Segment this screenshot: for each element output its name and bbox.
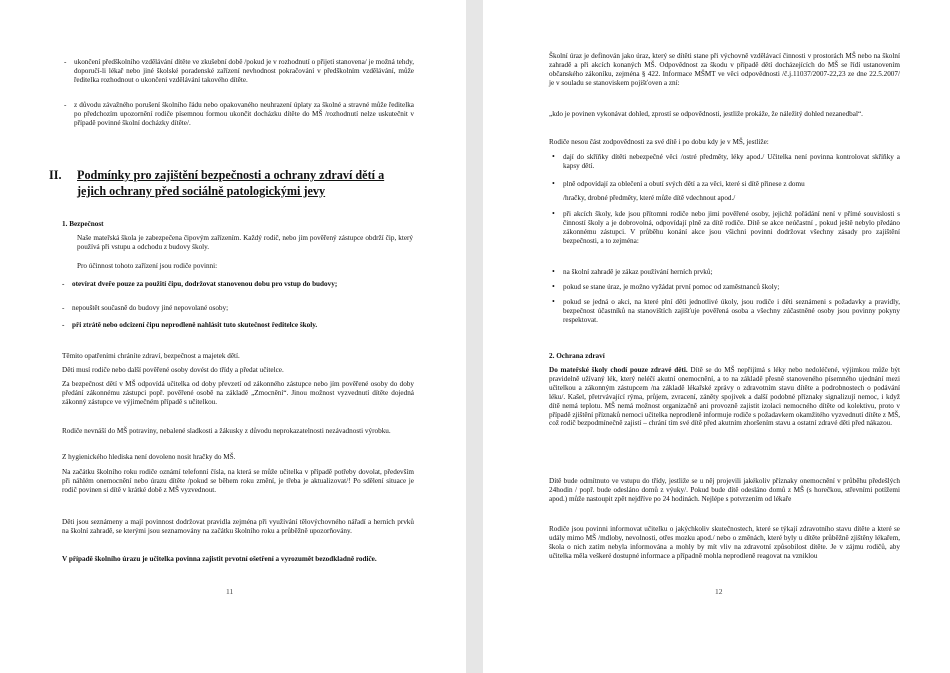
paragraph: Pro účinnost tohoto zařízení jsou rodiče povinni: <box>77 262 218 270</box>
paragraph: „kdo je povinen vykonávat dohled, zprostí se odpovědnosti, jestliže prokáže, že náležitý dohled nezanedbal“. <box>549 110 863 118</box>
list-item: - z důvodu závažného porušení školního řádu nebo opakovaného neuhrazení úplaty za školné a stravné může ředitelka po předchozím upozornění rodiče písemnou formou ukončit docházku dítěte do MŠ /rozhodnutí nelze uskutečnit v případě povinné školní docházky dítěte/. <box>74 101 414 128</box>
bold-lead: Do mateřské školy chodí pouze zdravé děti. <box>549 366 688 374</box>
page-number: 12 <box>715 587 723 596</box>
subsection-heading: 2. Ochrana zdraví <box>549 352 605 360</box>
list-item: • plně odpovídají za oblečení a obutí svých dětí a za věci, které si dítě přinese z domu <box>563 180 900 189</box>
paragraph: Školní úraz je definován jako úraz, který se dítěti stane při výchovně vzdělávací činnosti v prostorách MŠ nebo na školní zahradě a při akcích konaných MŠ. Odpovědnost za škodu v případě dětí docházejících do MŠ se řídí ustanovením občanského zákoníku, zejména § 422. Informace MŠMT ve věci odpovědnosti /č.j.11037/2007-22,23 ze dne 22.5.2007/ je v souladu se stanoviskem pojišťoven a zní: <box>549 52 900 87</box>
paragraph: V případě školního úrazu je učitelka povinna zajistit prvotní ošetření a vyrozumět bezodkladně rodiče. <box>62 555 377 563</box>
paragraph: Dítě bude odmítnuto ve vstupu do třídy, jestliže se u něj projevili jakékoliv příznaky onemocnění v průběhu předešlých 24hodin / popř. bude odesláno domů z výuky/. Pokud bude dítě odesláno domů z MŠ (s horečkou, střevními potížemi apod.) může nastoupit zpět nejdříve po 24 hodinách. Nejlépe s potvrzením od lékaře <box>549 477 900 503</box>
paragraph <box>549 366 900 428</box>
list-item: • pokud se jedná o akci, na které plní děti jednotlivé úkoly, jsou rodiče i děti seznámeni s požadavky a pravidly, bezpečnost účastníků na stanovištích zajišťuje pověřená osoba a všechny zúčastněné osoby jsou povinny pokyny respektovat. <box>563 298 900 325</box>
paragraph: Těmito opatřeními chráníte zdraví, bezpečnost a majetek dětí. <box>62 352 240 360</box>
page-right <box>483 0 950 673</box>
paragraph-text: Dítě se do MŠ nepřijímá s léky nebo nedoléčené, výjimkou může být pravidelně užívaný lék, který neléčí akutní onemocnění, a to na základě přesně stanoveného písemného ujednání mezi učitelkou a zákonným zástupcem /na základě lékařské zprávy o zdravotním stavu dítěte a podrobnostech o podávání léku/. Kašel, přetrvávající rýma, průjem, zvracení, záněty spojivek a další podobné příznaky signalizují nemoc, i když dítě nemá teplotu. MŠ nemá možnost organizačně ani provozně zajistit izolaci nemocného dítěte od kolektivu, proto v případě zjištění příznaků nemoci učitelka neprodleně informuje rodiče s požadavkem okamžitého vyzvednutí dítěte z MŠ, což rodič bezpodmínečně zajistí – chrání tím své dítě před akutním zhoršením stavu a ostatní zdravé děti před nákazou. <box>549 366 900 428</box>
paragraph: Na začátku školního roku rodiče oznámí telefonní čísla, na která se může učitelka v případě potřeby dovolat, především při náhlém onemocnění nebo úrazu dítěte /pokud se během roku změní, je třeba je aktualizovat/! Po sdělení situace je rodič povinen si dítě v krátké době z MŠ vyzvednout. <box>62 468 414 494</box>
list-item: - nepouštět současně do budovy jiné nepovolané osoby; <box>72 304 414 313</box>
page-number: 11 <box>226 587 234 596</box>
paragraph: Rodiče nesou část zodpovědnosti za své dítě i po dobu kdy je v MŠ, jestliže: <box>549 138 769 146</box>
list-item: • při akcích školy, kde jsou přítomni rodiče nebo jimi pověřené osoby, jejichž pořádání není v přímé souvislosti s činností školy a je dobrovolná, odpovídají plně za dítě rodiče. Dítě se akce neúčastní , pokud ještě nebylo předáno zákonnému zástupci. V průběhu konání akce jsou všichni povinni dodržovat všechny zásady pro zajištění bezpečnosti, a to zejména: <box>563 210 900 246</box>
list-item: - při ztrátě nebo odcizení čipu neprodleně nahlásit tuto skutečnost ředitelce školy. <box>72 321 414 330</box>
list-item: - ukončení předškolního vzdělávání dítěte ve zkušební době /pokud je v rozhodnutí o přijetí stanovena/ je možná tehdy, doporučí-li lékař nebo jiné školské poradenské zařízení nevhodnost pokračování v předškolním vzdělávání, může ředitelka rozhodnout o ukončení vzdělávání takového dítěte. <box>74 58 414 85</box>
paragraph: Rodiče nevnáší do MŠ potraviny, nebalené sladkosti a žákusky z důvodu neprokazatelnosti nezávadnosti výrobku. <box>62 427 391 435</box>
paragraph: Děti musí rodiče nebo další pověřené osoby dovést do třídy a předat učitelce. <box>62 366 284 374</box>
subsection-heading: 1. Bezpečnost <box>62 220 104 228</box>
page-left <box>0 0 466 673</box>
section-heading: Podmínky pro zajištění bezpečnosti a ochrany zdraví dětí a jejich ochrany před sociálně patologickými jevy <box>77 168 385 198</box>
paragraph: Naše mateřská škola je zabezpečena čipovým zařízením. Každý rodič, nebo jím pověřený zástupce obdrží čip, který používá při vstupu a odchodu z budovy školy. <box>77 234 413 251</box>
paragraph: Děti jsou seznámeny a mají povinnost dodržovat pravidla zejména při využívání tělovýchovného nářadí a herních prvků na školní zahradě, se kterými jsou seznamovány na začátku školního roku a průběžně upozorňovány. <box>62 518 414 535</box>
paragraph: Z hygienického hlediska není dovoleno nosit hračky do MŠ. <box>62 453 236 461</box>
list-item: • pokud se stane úraz, je možno vyžádat první pomoc od zaměstnanců školy; <box>563 283 900 292</box>
list-item: - otevírat dveře pouze za použití čipu, dodržovat stanovenou dobu pro vstup do budovy; <box>72 280 414 289</box>
list-item: • na školní zahradě je zákaz používání herních prvků; <box>563 268 900 277</box>
paragraph: Za bezpečnost dětí v MŠ odpovídá učitelka od doby převzetí od zákonného zástupce nebo jím pověřené osoby do doby předání zákonnému zástupci popř. pověřené osobě na základě „Zmocnění“. Jinou možnost vyzvednutí dítěte dojedná zákonný zástupce ve výjimečném případě s učitelkou. <box>62 380 414 406</box>
list-item: • dají do skříňky dítěti nebezpečné věci /ostré předměty, léky apod./ Učitelka není povinna kontrolovat skříňky a kapsy dětí. <box>563 153 900 171</box>
paragraph: Rodiče jsou povinni informovat učitelku o jakýchkoliv skutečnostech, které se týkají zdravotního stavu dítěte a které se udály mimo MŠ /mdloby, nevolnosti, otřes mozku apod./ nebo o změnách, které byly u dítěte průběžně zjištěny lékařem, škola o nich zatím nebyla informována a mohly by mít vliv na zdravotní způsobilost dítěte. Je v zájmu rodičů, aby učitelka měla veškeré dostupné informace a případně mohla neprodleně reagovat na vzniklou <box>549 525 900 560</box>
list-item-continuation: /hračky, drobné předměty, které může dítě vdechnout apod./ <box>563 194 736 202</box>
section-number: II. <box>49 168 62 182</box>
